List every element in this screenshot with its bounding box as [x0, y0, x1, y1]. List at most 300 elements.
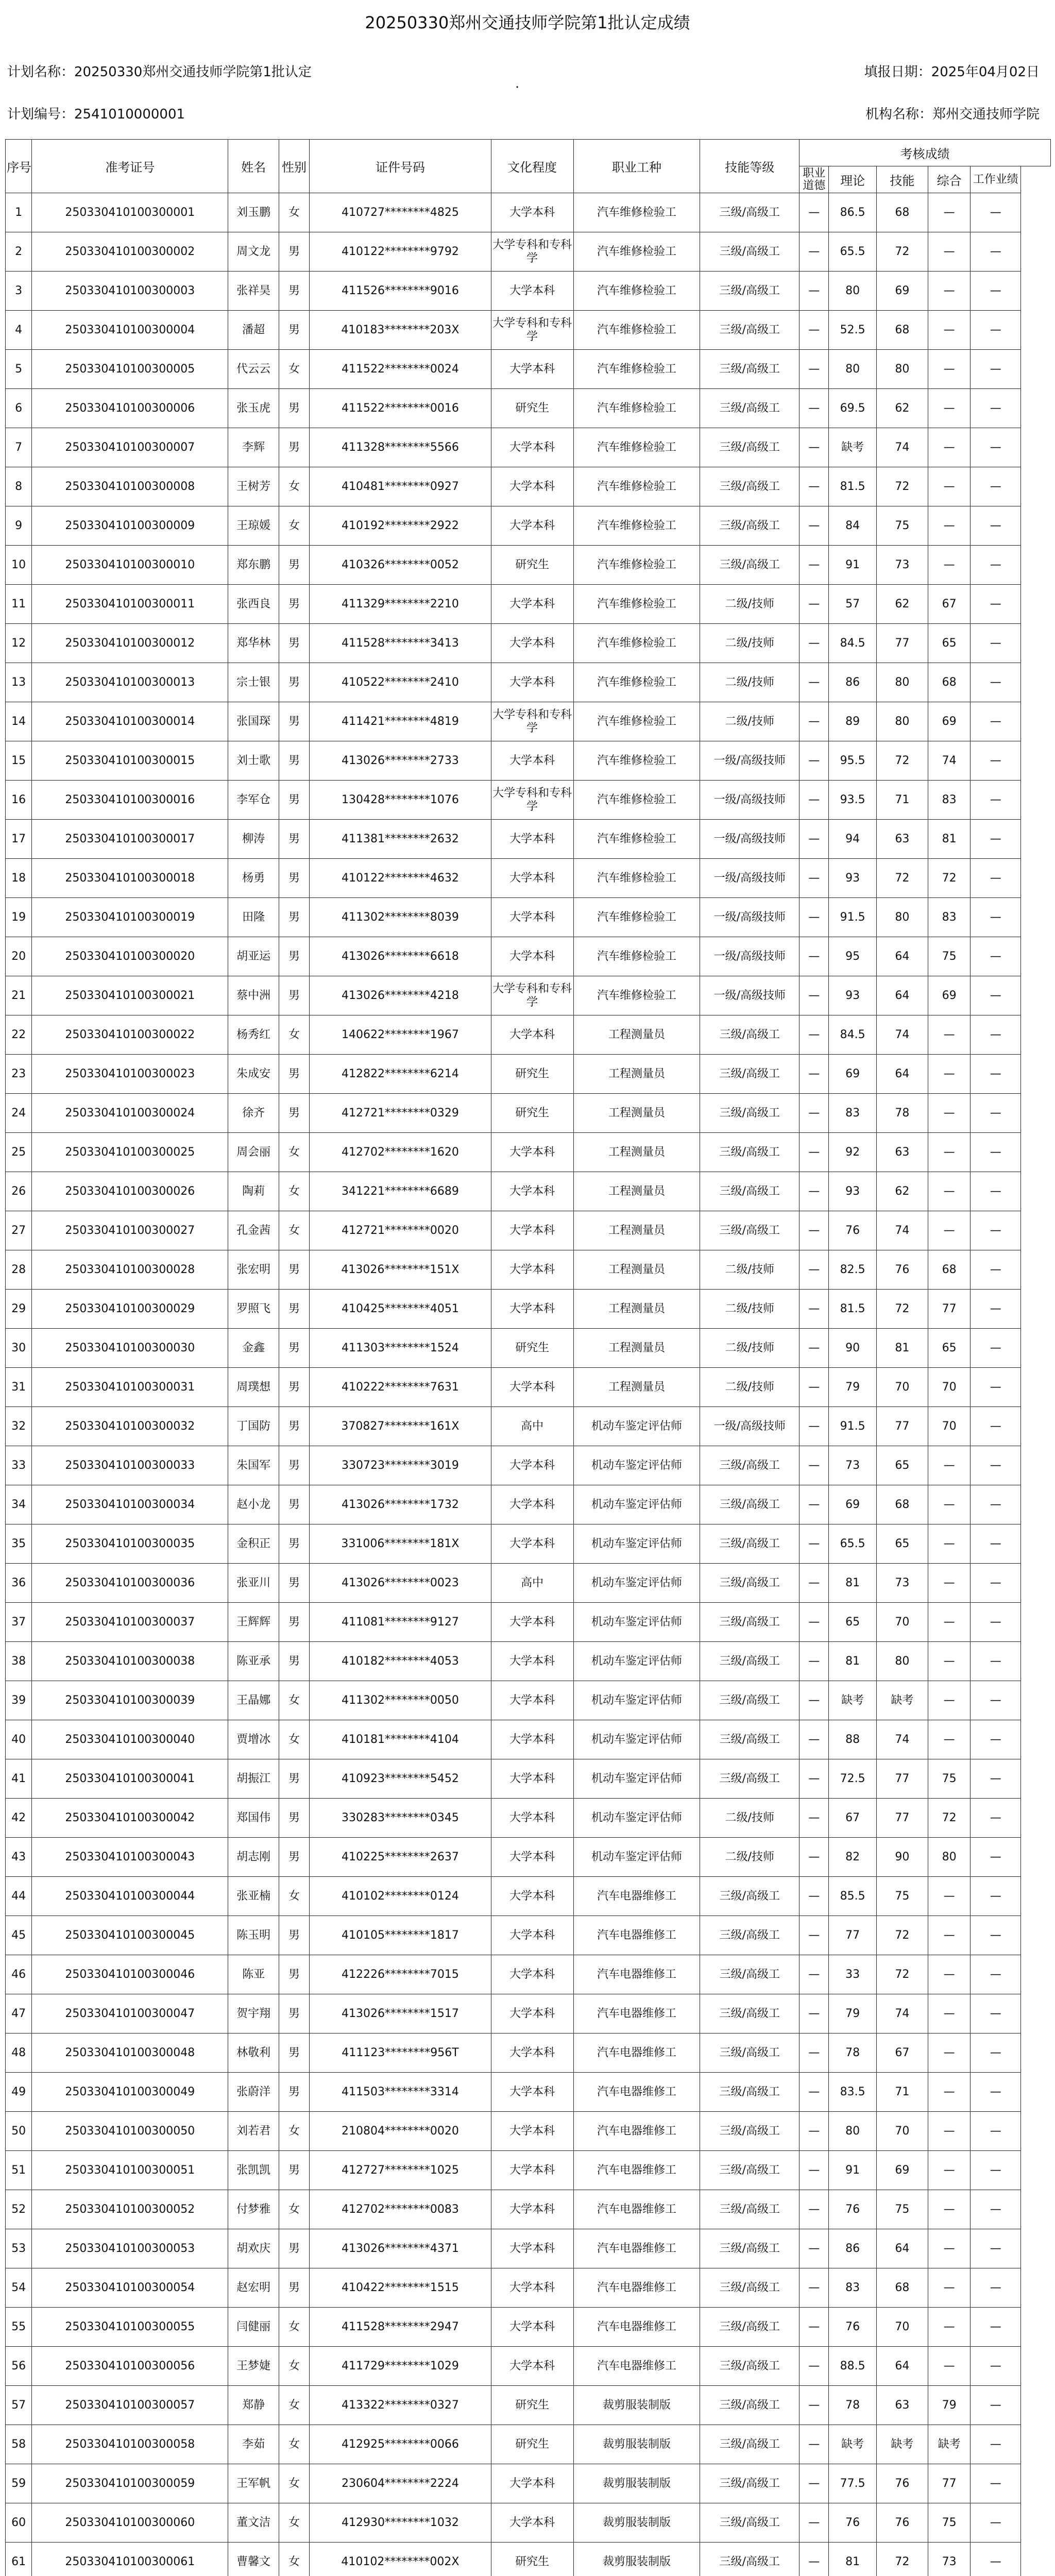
document-title: 20250330郑州交通技师学院第1批认定成绩 [365, 13, 690, 32]
cell-seq: 20 [6, 937, 32, 976]
table-row [6, 2386, 1051, 2425]
table-row [6, 272, 1051, 311]
cell-job: 汽车维修检验工 [573, 624, 700, 663]
cell-seq: 38 [6, 1642, 32, 1681]
cell-score-moral: — [799, 1368, 829, 1407]
cell-score-moral: — [799, 1250, 829, 1290]
cell-education: 研究生 [491, 546, 573, 585]
cell-exam-no: 250330410100300024 [32, 1094, 228, 1133]
table-row [6, 311, 1051, 350]
cell-name: 朱成安 [228, 1055, 279, 1094]
cell-seq: 48 [6, 2033, 32, 2073]
cell-seq: 32 [6, 1407, 32, 1446]
cell-score-moral: — [799, 1681, 829, 1720]
cell-level: 三级/高级工 [700, 1681, 799, 1720]
cell-score-theory: 76 [829, 2308, 876, 2347]
cell-score-skill: 缺考 [876, 1681, 928, 1720]
cell-name: 潘超 [228, 311, 279, 350]
cell-score-work: — [971, 389, 1021, 428]
cell-score-moral: — [799, 311, 829, 350]
cell-score-work: — [971, 2386, 1021, 2425]
cell-exam-no: 250330410100300030 [32, 1329, 228, 1368]
table-row [6, 1015, 1051, 1055]
cell-seq: 60 [6, 2503, 32, 2543]
cell-name: 罗照飞 [228, 1290, 279, 1329]
cell-name: 张亚楠 [228, 1877, 279, 1916]
cell-exam-no: 250330410100300036 [32, 1564, 228, 1603]
cell-score-moral: — [799, 546, 829, 585]
cell-id-no: 411081********9127 [310, 1603, 491, 1642]
cell-id-no: 412702********1620 [310, 1133, 491, 1172]
cell-gender: 女 [279, 193, 309, 232]
cell-seq: 45 [6, 1916, 32, 1955]
table-row [6, 1172, 1051, 1211]
cell-job: 机动车鉴定评估师 [573, 1720, 700, 1759]
cell-exam-no: 250330410100300060 [32, 2503, 228, 2543]
cell-score-skill: 74 [876, 428, 928, 467]
cell-score-skill: 64 [876, 2347, 928, 2386]
cell-score-comprehensive: — [928, 1446, 971, 1485]
table-row [6, 898, 1051, 937]
cell-job: 工程测量员 [573, 1329, 700, 1368]
cell-name: 张国琛 [228, 702, 279, 741]
cell-gender: 男 [279, 232, 309, 272]
cell-id-no: 410481********0927 [310, 467, 491, 506]
cell-education: 大学专科和专科学 [491, 232, 573, 272]
cell-job: 汽车电器维修工 [573, 2347, 700, 2386]
cell-score-moral: — [799, 663, 829, 702]
cell-name: 赵宏明 [228, 2268, 279, 2308]
cell-score-theory: 81.5 [829, 1290, 876, 1329]
table-row [6, 1133, 1051, 1172]
cell-education: 大学本科 [491, 859, 573, 898]
cell-score-moral: — [799, 2543, 829, 2576]
cell-score-theory: 95 [829, 937, 876, 976]
cell-id-no: 411528********3413 [310, 624, 491, 663]
table-row [6, 2543, 1051, 2576]
cell-name: 付梦雅 [228, 2190, 279, 2229]
cell-id-no: 411421********4819 [310, 702, 491, 741]
plan-number-label: 计划编号：2541010000001 [7, 107, 185, 122]
table-row [6, 193, 1051, 232]
table-row [6, 2229, 1051, 2268]
cell-seq: 26 [6, 1172, 32, 1211]
cell-education: 大学本科 [491, 1799, 573, 1838]
cell-id-no: 410326********0052 [310, 546, 491, 585]
cell-score-comprehensive: — [928, 1015, 971, 1055]
cell-level: 三级/高级工 [700, 1133, 799, 1172]
cell-score-theory: 91 [829, 2151, 876, 2190]
cell-gender: 男 [279, 272, 309, 311]
cell-seq: 57 [6, 2386, 32, 2425]
cell-seq: 40 [6, 1720, 32, 1759]
stray-dot: · [515, 80, 520, 95]
cell-name: 代云云 [228, 350, 279, 389]
cell-level: 二级/技师 [700, 585, 799, 624]
cell-level: 二级/技师 [700, 1329, 799, 1368]
cell-id-no: 412226********7015 [310, 1955, 491, 1994]
cell-seq: 11 [6, 585, 32, 624]
cell-job: 汽车维修检验工 [573, 467, 700, 506]
cell-exam-no: 250330410100300054 [32, 2268, 228, 2308]
cell-score-theory: 82 [829, 1838, 876, 1877]
cell-education: 大学本科 [491, 1446, 573, 1485]
cell-name: 刘士歌 [228, 741, 279, 781]
header-score-theory: 理论 [829, 166, 876, 193]
cell-score-work: — [971, 1329, 1021, 1368]
cell-score-moral: — [799, 1133, 829, 1172]
cell-education: 大学本科 [491, 1681, 573, 1720]
cell-score-theory: 69.5 [829, 389, 876, 428]
cell-score-moral: — [799, 1015, 829, 1055]
cell-score-skill: 72 [876, 232, 928, 272]
cell-name: 张西良 [228, 585, 279, 624]
cell-score-work: — [971, 2229, 1021, 2268]
cell-name: 刘若君 [228, 2112, 279, 2151]
cell-id-no: 410122********4632 [310, 859, 491, 898]
cell-job: 工程测量员 [573, 1055, 700, 1094]
cell-level: 三级/高级工 [700, 1955, 799, 1994]
cell-seq: 52 [6, 2190, 32, 2229]
cell-education: 大学本科 [491, 2112, 573, 2151]
cell-id-no: 411123********956T [310, 2033, 491, 2073]
cell-exam-no: 250330410100300027 [32, 1211, 228, 1250]
cell-score-comprehensive: — [928, 1133, 971, 1172]
table-row [6, 976, 1051, 1015]
cell-exam-no: 250330410100300044 [32, 1877, 228, 1916]
cell-score-work: — [971, 311, 1021, 350]
cell-score-theory: 缺考 [829, 1681, 876, 1720]
cell-score-skill: 76 [876, 1250, 928, 1290]
cell-education: 大学本科 [491, 898, 573, 937]
cell-score-moral: — [799, 1055, 829, 1094]
cell-gender: 男 [279, 2033, 309, 2073]
cell-job: 机动车鉴定评估师 [573, 1485, 700, 1524]
cell-level: 三级/高级工 [700, 467, 799, 506]
cell-job: 汽车维修检验工 [573, 232, 700, 272]
cell-job: 裁剪服装制版 [573, 2503, 700, 2543]
cell-exam-no: 250330410100300008 [32, 467, 228, 506]
cell-level: 一级/高级技师 [700, 976, 799, 1015]
cell-exam-no: 250330410100300020 [32, 937, 228, 976]
cell-level: 三级/高级工 [700, 232, 799, 272]
cell-name: 刘玉鹏 [228, 193, 279, 232]
cell-job: 机动车鉴定评估师 [573, 1799, 700, 1838]
cell-score-skill: 75 [876, 1877, 928, 1916]
cell-exam-no: 250330410100300039 [32, 1681, 228, 1720]
cell-score-skill: 78 [876, 1094, 928, 1133]
table-row [6, 546, 1051, 585]
table-row [6, 1642, 1051, 1681]
cell-score-skill: 74 [876, 1211, 928, 1250]
cell-score-moral: — [799, 2190, 829, 2229]
table-row [6, 1955, 1051, 1994]
cell-id-no: 341221********6689 [310, 1172, 491, 1211]
cell-score-skill: 76 [876, 2464, 928, 2503]
cell-seq: 33 [6, 1446, 32, 1485]
cell-job: 汽车维修检验工 [573, 350, 700, 389]
cell-score-comprehensive: 69 [928, 976, 971, 1015]
cell-education: 大学本科 [491, 2464, 573, 2503]
cell-score-theory: 93.5 [829, 781, 876, 820]
cell-score-skill: 62 [876, 389, 928, 428]
cell-score-comprehensive: — [928, 2151, 971, 2190]
cell-score-comprehensive: — [928, 311, 971, 350]
cell-score-comprehensive: 69 [928, 702, 971, 741]
cell-score-skill: 77 [876, 1759, 928, 1799]
cell-score-work: — [971, 624, 1021, 663]
cell-exam-no: 250330410100300015 [32, 741, 228, 781]
cell-score-theory: 83.5 [829, 2073, 876, 2112]
cell-seq: 17 [6, 820, 32, 859]
cell-gender: 女 [279, 2464, 309, 2503]
cell-education: 大学本科 [491, 2503, 573, 2543]
cell-score-comprehensive: — [928, 2347, 971, 2386]
cell-job: 汽车维修检验工 [573, 506, 700, 546]
header-scores: 考核成绩 [799, 140, 1051, 166]
cell-level: 一级/高级技师 [700, 859, 799, 898]
table-body [6, 193, 1051, 2576]
cell-gender: 女 [279, 2112, 309, 2151]
cell-job: 裁剪服装制版 [573, 2543, 700, 2576]
cell-exam-no: 250330410100300053 [32, 2229, 228, 2268]
cell-score-theory: 83 [829, 2268, 876, 2308]
table-row [6, 1564, 1051, 1603]
cell-score-work: — [971, 1485, 1021, 1524]
cell-seq: 13 [6, 663, 32, 702]
cell-score-work: — [971, 1094, 1021, 1133]
cell-gender: 女 [279, 2425, 309, 2464]
cell-job: 工程测量员 [573, 1015, 700, 1055]
cell-id-no: 370827********161X [310, 1407, 491, 1446]
table-row [6, 2073, 1051, 2112]
cell-score-theory: 84.5 [829, 624, 876, 663]
cell-score-theory: 84.5 [829, 1015, 876, 1055]
cell-id-no: 411303********1524 [310, 1329, 491, 1368]
cell-score-work: — [971, 1250, 1021, 1290]
cell-exam-no: 250330410100300055 [32, 2308, 228, 2347]
cell-score-comprehensive: — [928, 1094, 971, 1133]
cell-score-moral: — [799, 1211, 829, 1250]
table-row [6, 2425, 1051, 2464]
cell-score-work: — [971, 1133, 1021, 1172]
cell-id-no: 413026********1517 [310, 1994, 491, 2033]
cell-score-comprehensive: 73 [928, 2543, 971, 2576]
cell-seq: 8 [6, 467, 32, 506]
table-row [6, 1877, 1051, 1916]
cell-level: 二级/技师 [700, 1838, 799, 1877]
cell-name: 田隆 [228, 898, 279, 937]
table-row [6, 350, 1051, 389]
cell-score-skill: 70 [876, 2308, 928, 2347]
cell-gender: 男 [279, 663, 309, 702]
cell-education: 大学本科 [491, 1172, 573, 1211]
cell-score-skill: 68 [876, 193, 928, 232]
cell-score-skill: 75 [876, 506, 928, 546]
cell-exam-no: 250330410100300003 [32, 272, 228, 311]
cell-score-theory: 91.5 [829, 898, 876, 937]
cell-seq: 54 [6, 2268, 32, 2308]
cell-id-no: 413026********4371 [310, 2229, 491, 2268]
cell-score-skill: 63 [876, 1133, 928, 1172]
cell-education: 大学本科 [491, 1524, 573, 1564]
cell-job: 汽车电器维修工 [573, 1877, 700, 1916]
cell-exam-no: 250330410100300061 [32, 2543, 228, 2576]
cell-name: 贾增冰 [228, 1720, 279, 1759]
cell-score-theory: 95.5 [829, 741, 876, 781]
cell-exam-no: 250330410100300033 [32, 1446, 228, 1485]
cell-seq: 27 [6, 1211, 32, 1250]
table-row [6, 1368, 1051, 1407]
cell-id-no: 140622********1967 [310, 1015, 491, 1055]
cell-education: 大学本科 [491, 2268, 573, 2308]
table-row [6, 1329, 1051, 1368]
cell-exam-no: 250330410100300042 [32, 1799, 228, 1838]
cell-score-comprehensive: 72 [928, 1799, 971, 1838]
cell-education: 大学本科 [491, 741, 573, 781]
cell-score-skill: 缺考 [876, 2425, 928, 2464]
table-row [6, 585, 1051, 624]
cell-score-work: — [971, 1642, 1021, 1681]
cell-score-theory: 88.5 [829, 2347, 876, 2386]
cell-exam-no: 250330410100300005 [32, 350, 228, 389]
header-row-1 [6, 140, 1051, 166]
cell-score-comprehensive: 68 [928, 1250, 971, 1290]
cell-score-moral: — [799, 2347, 829, 2386]
cell-exam-no: 250330410100300057 [32, 2386, 228, 2425]
cell-score-moral: — [799, 272, 829, 311]
cell-score-moral: — [799, 702, 829, 741]
table-row [6, 1055, 1051, 1094]
cell-id-no: 410222********7631 [310, 1368, 491, 1407]
cell-seq: 15 [6, 741, 32, 781]
cell-score-theory: 92 [829, 1133, 876, 1172]
cell-level: 三级/高级工 [700, 1642, 799, 1681]
cell-name: 王辉辉 [228, 1603, 279, 1642]
cell-score-work: — [971, 1759, 1021, 1799]
cell-score-theory: 65.5 [829, 232, 876, 272]
cell-score-moral: — [799, 350, 829, 389]
cell-score-comprehensive: 72 [928, 859, 971, 898]
cell-score-theory: 缺考 [829, 428, 876, 467]
cell-exam-no: 250330410100300021 [32, 976, 228, 1015]
cell-job: 工程测量员 [573, 1290, 700, 1329]
cell-score-work: — [971, 898, 1021, 937]
cell-name: 王梦婕 [228, 2347, 279, 2386]
cell-score-work: — [971, 1015, 1021, 1055]
cell-seq: 35 [6, 1524, 32, 1564]
cell-seq: 47 [6, 1994, 32, 2033]
cell-gender: 男 [279, 1916, 309, 1955]
cell-education: 大学本科 [491, 937, 573, 976]
cell-id-no: 230604********2224 [310, 2464, 491, 2503]
cell-score-work: — [971, 1955, 1021, 1994]
cell-education: 大学本科 [491, 1250, 573, 1290]
cell-score-skill: 71 [876, 2073, 928, 2112]
cell-score-work: — [971, 1994, 1021, 2033]
cell-score-theory: 81.5 [829, 467, 876, 506]
table-row [6, 1211, 1051, 1250]
table-row [6, 781, 1051, 820]
cell-exam-no: 250330410100300041 [32, 1759, 228, 1799]
cell-score-work: — [971, 2073, 1021, 2112]
cell-seq: 24 [6, 1094, 32, 1133]
cell-id-no: 413322********0327 [310, 2386, 491, 2425]
cell-job: 汽车电器维修工 [573, 2308, 700, 2347]
cell-gender: 男 [279, 546, 309, 585]
cell-seq: 36 [6, 1564, 32, 1603]
cell-score-work: — [971, 663, 1021, 702]
cell-score-comprehensive: — [928, 1603, 971, 1642]
cell-id-no: 410182********4053 [310, 1642, 491, 1681]
cell-name: 李辉 [228, 428, 279, 467]
cell-score-skill: 72 [876, 1290, 928, 1329]
cell-gender: 男 [279, 898, 309, 937]
cell-id-no: 412727********1025 [310, 2151, 491, 2190]
cell-score-theory: 80 [829, 350, 876, 389]
cell-level: 一级/高级技师 [700, 937, 799, 976]
cell-id-no: 210804********0020 [310, 2112, 491, 2151]
cell-id-no: 412925********0066 [310, 2425, 491, 2464]
cell-seq: 59 [6, 2464, 32, 2503]
cell-level: 三级/高级工 [700, 506, 799, 546]
cell-exam-no: 250330410100300012 [32, 624, 228, 663]
cell-level: 三级/高级工 [700, 2190, 799, 2229]
cell-score-comprehensive: — [928, 193, 971, 232]
cell-seq: 9 [6, 506, 32, 546]
cell-seq: 61 [6, 2543, 32, 2576]
cell-score-comprehensive: — [928, 1211, 971, 1250]
cell-name: 郑华林 [228, 624, 279, 663]
cell-education: 大学本科 [491, 1015, 573, 1055]
table-row [6, 1799, 1051, 1838]
cell-level: 三级/高级工 [700, 1485, 799, 1524]
cell-id-no: 412702********0083 [310, 2190, 491, 2229]
cell-score-comprehensive: — [928, 1055, 971, 1094]
cell-level: 三级/高级工 [700, 1603, 799, 1642]
cell-score-comprehensive: — [928, 2112, 971, 2151]
cell-score-skill: 64 [876, 1055, 928, 1094]
cell-job: 汽车电器维修工 [573, 2190, 700, 2229]
cell-score-theory: 89 [829, 702, 876, 741]
cell-score-skill: 77 [876, 624, 928, 663]
cell-job: 汽车维修检验工 [573, 937, 700, 976]
cell-score-moral: — [799, 1916, 829, 1955]
cell-job: 汽车维修检验工 [573, 781, 700, 820]
cell-job: 工程测量员 [573, 1368, 700, 1407]
cell-id-no: 410225********2637 [310, 1838, 491, 1877]
cell-job: 汽车电器维修工 [573, 1916, 700, 1955]
cell-score-comprehensive: 75 [928, 937, 971, 976]
cell-gender: 女 [279, 1133, 309, 1172]
cell-level: 三级/高级工 [700, 2425, 799, 2464]
cell-name: 张亚川 [228, 1564, 279, 1603]
cell-education: 大学本科 [491, 1485, 573, 1524]
cell-job: 裁剪服装制版 [573, 2425, 700, 2464]
cell-score-skill: 75 [876, 2190, 928, 2229]
cell-exam-no: 250330410100300034 [32, 1485, 228, 1524]
cell-level: 三级/高级工 [700, 2308, 799, 2347]
cell-level: 三级/高级工 [700, 1877, 799, 1916]
header-name: 姓名 [228, 140, 279, 193]
cell-score-skill: 74 [876, 1994, 928, 2033]
cell-id-no: 410183********203X [310, 311, 491, 350]
cell-education: 大学本科 [491, 1994, 573, 2033]
cell-seq: 37 [6, 1603, 32, 1642]
table-row [6, 1407, 1051, 1446]
cell-score-comprehensive: — [928, 1172, 971, 1211]
cell-exam-no: 250330410100300048 [32, 2033, 228, 2073]
